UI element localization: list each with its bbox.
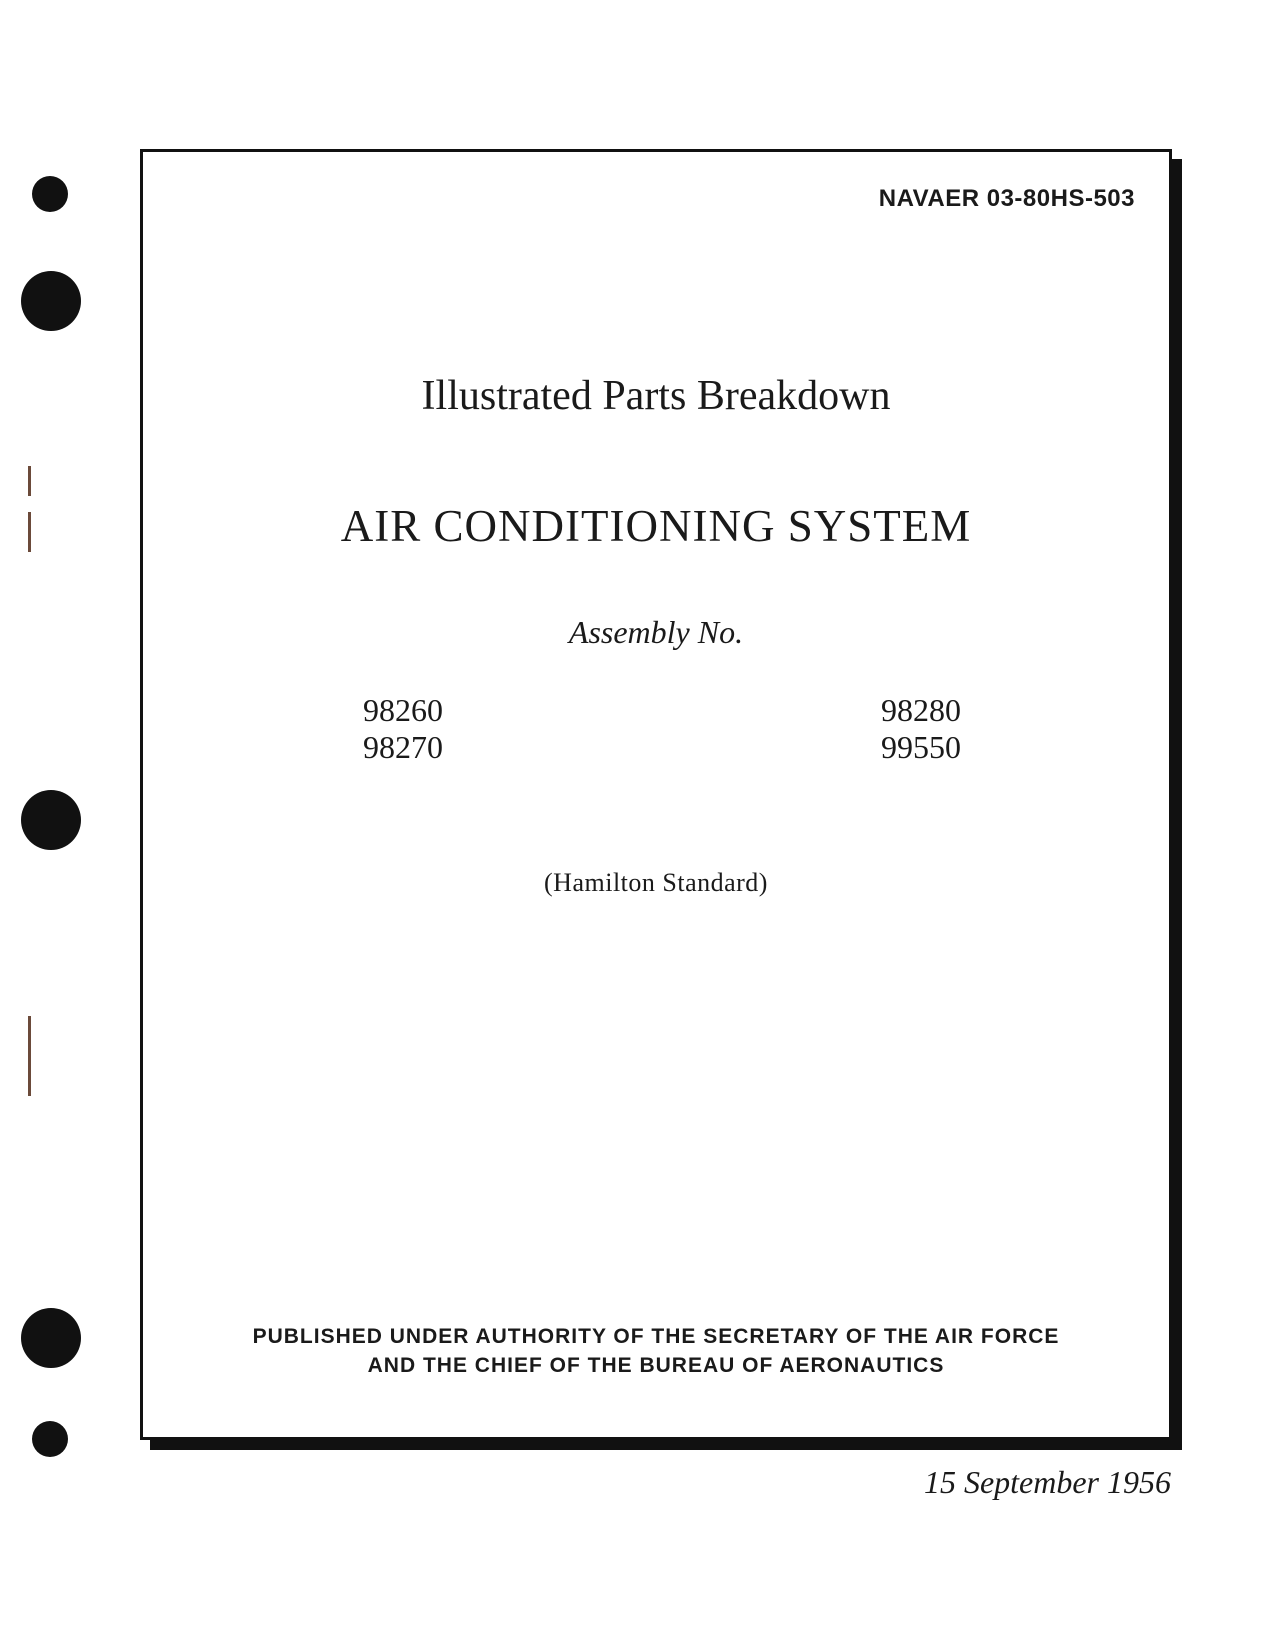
assembly-number: 98260 [363, 692, 443, 728]
document-number: NAVAER 03-80HS-503 [878, 185, 1135, 212]
binding-mark-1 [28, 466, 31, 496]
publication-date: 15 September 1956 [923, 1464, 1171, 1500]
cover-frame [140, 149, 1172, 1440]
binding-mark-3 [28, 1016, 31, 1096]
punch-hole-4 [21, 1308, 81, 1368]
assembly-numbers-right [881, 692, 961, 766]
assembly-numbers-left [363, 692, 443, 766]
manufacturer: (Hamilton Standard) [544, 868, 768, 897]
punch-hole-1 [32, 176, 68, 212]
authority-line-2: AND THE CHIEF OF THE BUREAU OF AERONAUTICS [367, 1354, 945, 1377]
document-subject: AIR CONDITIONING SYSTEM [340, 501, 972, 551]
assembly-number: 99550 [881, 729, 961, 765]
authority-line-1: PUBLISHED UNDER AUTHORITY OF THE SECRETARY OF THE AIR FORCE [252, 1325, 1060, 1348]
authority-statement [143, 1322, 1169, 1380]
punch-hole-3 [21, 790, 81, 850]
assembly-number: 98270 [363, 729, 443, 765]
assembly-number: 98280 [881, 692, 961, 728]
punch-hole-5 [32, 1421, 68, 1457]
document-title: Illustrated Parts Breakdown [421, 373, 891, 419]
assembly-label: Assembly No. [568, 614, 744, 650]
punch-hole-2 [21, 271, 81, 331]
binding-mark-2 [28, 512, 31, 552]
